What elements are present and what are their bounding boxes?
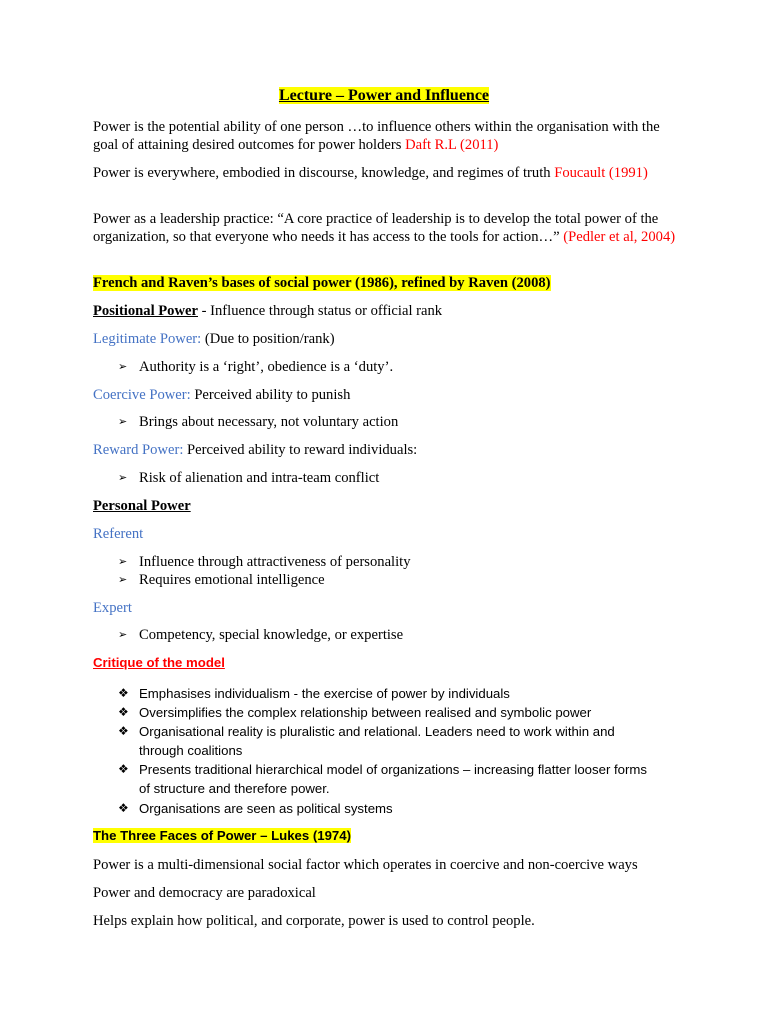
four-diamond-bullet-icon: ❖	[118, 686, 129, 700]
arrowhead-bullet-icon: ➢	[118, 573, 128, 586]
arrowhead-bullet-icon: ➢	[118, 555, 128, 568]
four-diamond-bullet-icon: ❖	[118, 801, 129, 815]
positional-power-line: Positional Power - Influence through status or official rank	[93, 303, 443, 319]
faces-paragraph-2: Power and democracy are paradoxical	[93, 885, 316, 901]
document-page: Lecture – Power and Influence Power is the potential ability of one person …to influence others within the organisation with the goal of attaining desired outcomes for power holders Daft R.L (2011) Power is everywhere, embodied in discourse, knowledge, and regimes of truth Foucault (1991) Power as a leadership practice: “A core practice of leadership is to develop the total power of the organization, so that everyone who needs it has access to the tools for action…” (Pedler et al, 2004) French and Raven’s bases of social power (1986), refined by Raven (2008) Positional Power - Influence through status or official rank Legitimate Power: (Due to position/rank) ➢ Authority is a ‘right’, obedience is a ‘duty’. Coercive Power: Perceived ability to punish ➢ Brings about necessary, not voluntary action Reward Power: Perceived ability to reward individuals: ➢ Risk of alienation and intra-team conflict Personal Power Referent ➢ Influence through attractiveness of personality ➢ Requires emotional intelligence Expert ➢ Competency, special knowledge, or expertise Critique of the model ❖ Emphasises individualism - the exercise of power by individuals ❖ Oversimplifies the complex relationship between realised and symbolic power ❖ Organisational reality is pluralistic and relational. Leaders need to work within and through coalitions ❖ Presents traditional hierarchical model of organizations – increasing flatter looser forms of structure and therefore power. ❖ Organisations are seen as political systems The Three Faces of Power – Lukes (1974) Power is a multi-dimensional social factor which operates in coercive and non-coercive ways Power and democracy are paradoxical Helps explain how political, and corporate, power is used to control people.	[0, 0, 768, 1024]
legitimate-power-label: Legitimate Power:	[93, 331, 202, 347]
positional-power-heading: Positional Power	[93, 303, 198, 319]
bases-heading: French and Raven’s bases of social power (1986), refined by Raven (2008)	[93, 275, 551, 291]
arrowhead-bullet-icon: ➢	[118, 415, 128, 428]
intro-paragraph-1: Power is the potential ability of one person …to influence others within the organisation with the goal of attaining desired outcomes for power holders Daft R.L (2011)	[93, 119, 660, 153]
faces-paragraph-3: Helps explain how political, and corporate, power is used to control people.	[93, 913, 535, 929]
citation-foucault: Foucault (1991)	[554, 165, 648, 181]
coercive-power-line: Coercive Power: Perceived ability to punish	[93, 387, 351, 403]
reward-power-label: Reward Power:	[93, 442, 184, 458]
page-title: Lecture – Power and Influence	[278, 87, 490, 104]
faces-paragraph-1: Power is a multi-dimensional social factor which operates in coercive and non-coercive ways	[93, 857, 638, 873]
four-diamond-bullet-icon: ❖	[118, 724, 129, 738]
citation-daft: Daft R.L (2011)	[405, 137, 499, 153]
four-diamond-bullet-icon: ❖	[118, 762, 129, 776]
citation-pedler: (Pedler et al, 2004)	[563, 229, 676, 245]
coercive-power-label: Coercive Power:	[93, 387, 191, 403]
arrowhead-bullet-icon: ➢	[118, 628, 128, 641]
critique-heading: Critique of the model	[93, 655, 225, 670]
expert-label: Expert	[93, 600, 132, 616]
referent-label: Referent	[93, 526, 144, 542]
reward-power-line: Reward Power: Perceived ability to reward individuals:	[93, 442, 418, 458]
arrowhead-bullet-icon: ➢	[118, 360, 128, 373]
three-faces-heading: The Three Faces of Power – Lukes (1974)	[93, 828, 351, 843]
legitimate-power-line: Legitimate Power: (Due to position/rank)	[93, 331, 335, 347]
arrowhead-bullet-icon: ➢	[118, 471, 128, 484]
intro-paragraph-2: Power is everywhere, embodied in discourse, knowledge, and regimes of truth Foucault (1991)	[93, 165, 648, 181]
four-diamond-bullet-icon: ❖	[118, 705, 129, 719]
personal-power-heading: Personal Power	[93, 498, 191, 514]
intro-paragraph-3: Power as a leadership practice: “A core practice of leadership is to develop the total power of the organization, so that everyone who needs it has access to the tools for action…” (Pedler et al, 2004)	[93, 211, 676, 245]
